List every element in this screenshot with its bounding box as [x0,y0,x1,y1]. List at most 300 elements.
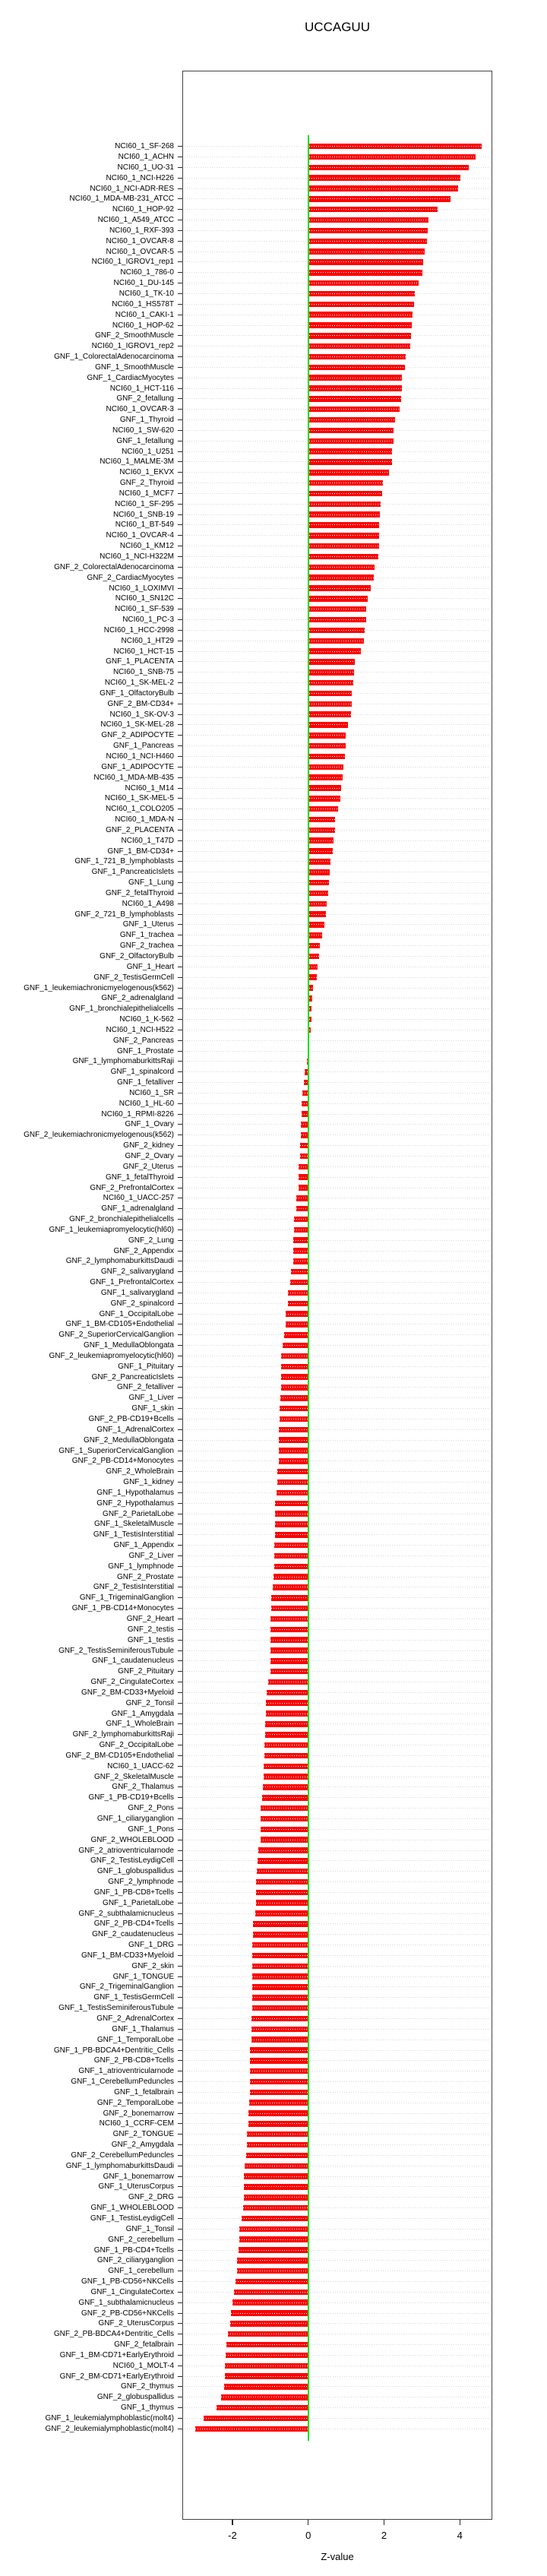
row-label: NCI60_1_HL-60 [119,1099,174,1108]
bar-grid-dots [309,882,329,883]
row-label: GNF_2_fetallung [116,394,174,403]
y-axis-tick [178,230,182,231]
row-label: GNF_1_Prostate [116,1046,174,1055]
bar [309,828,335,834]
row-label: NCI60_1_SW-620 [112,426,174,435]
bar-grid-dots [256,1881,308,1882]
bar [264,1774,308,1780]
bar [231,2310,308,2316]
bar-grid-dots [274,1555,308,1556]
row-label: NCI60_1_NCI-H522 [106,1025,174,1034]
bar [309,974,317,980]
bar-grid-dots [293,1251,308,1252]
bar [261,1837,308,1843]
row-label: GNF_1_OccipitalLobe [99,1309,174,1318]
row-label: GNF_2_Ovary [125,1151,174,1160]
row-label: GNF_1_ciliaryganglion [96,1814,174,1823]
bar-grid-dots [251,2029,308,2030]
bar-grid-dots [257,1871,308,1872]
row-label: NCI60_1_MDA-MB-231_ATCC [69,195,174,204]
bar-grid-dots [309,924,324,925]
bar-grid-dots [280,1408,308,1409]
row-label: NCI60_1_SK-OV-3 [109,710,174,719]
y-axis-tick [178,1040,182,1041]
row-label: GNF_2_MedullaOblongata [84,1435,174,1445]
bar-grid-dots [296,1208,308,1209]
bar [309,669,354,676]
row-label: GNF_1_fetalbrain [114,2087,174,2097]
bar [258,1847,308,1853]
bar-grid-dots [309,588,371,589]
x-axis-label: Z-value [321,2551,354,2562]
bar [245,2163,308,2169]
bar [255,1910,308,1916]
bar-grid-dots [250,2081,308,2082]
bar-grid-dots [309,1008,311,1009]
y-axis-tick [178,2134,182,2135]
row-label: NCI60_1_TK-10 [119,289,174,298]
bar-grid-dots [264,1755,308,1756]
row-label: GNF_1_ADIPOCYTE [101,762,174,771]
row-label: GNF_1_trachea [119,931,174,940]
x-axis-tick-label: 2 [381,2530,387,2541]
bar-grid-dots [309,419,396,420]
row-label: GNF_2_TestisSeminiferousTubule [58,1646,174,1655]
bar-grid-dots [270,1650,308,1651]
bar [252,1995,308,2001]
bar [296,1206,308,1212]
bar [250,2068,308,2074]
row-label: GNF_1_TestisLeydigCell [90,2214,174,2223]
bar [248,2121,308,2127]
y-axis-tick [178,1818,182,1819]
bar-grid-dots [267,1692,308,1693]
bar-grid-dots [248,2113,308,2114]
row-label: NCI60_1_MDA-MB-435 [93,773,174,782]
grid-line [185,1703,491,1704]
row-label: GNF_1_Ovary [125,1120,174,1129]
bar [309,964,318,970]
bar [309,1017,311,1023]
bar [252,1984,308,1990]
row-label: GNF_1_fetalThyroid [105,1172,174,1182]
row-label: GNF_1_AdrenalCortex [96,1425,174,1434]
row-label: GNF_1_Uterus [122,920,174,929]
bar [247,2142,308,2148]
grid-line [185,2155,491,2156]
bar [239,2247,308,2253]
bar [309,491,382,497]
y-axis-tick [178,1208,182,1209]
bar [309,165,470,171]
chart-title: UCCAGUU [305,20,370,34]
bar [288,1290,308,1296]
row-label: GNF_1_UterusCorpus [98,2182,174,2191]
row-label: NCI60_1_SF-268 [115,142,174,151]
y-axis-tick [178,1240,182,1241]
row-label: NCI60_1_M14 [125,783,174,793]
row-label: GNF_2_Amygdala [111,2141,174,2150]
y-axis-tick [178,1271,182,1272]
bar-grid-dots [253,1934,308,1935]
grid-line [185,1892,491,1893]
row-label: NCI60_1_SK-MEL-2 [104,679,174,688]
bar-grid-dots [309,851,333,852]
grid-line [185,1408,491,1409]
row-label: GNF_2_leukemiapromyelocytic(hl60) [49,1351,174,1360]
grid-line [185,1345,491,1346]
bar [261,1816,308,1822]
row-label: GNF_2_caudatenucleus [92,1930,174,1939]
bar-grid-dots [309,977,317,978]
bar [309,428,394,434]
y-axis-tick [178,756,182,757]
y-axis-tick [178,293,182,294]
row-label: GNF_1_subthalamicnucleus [78,2298,174,2307]
row-label: NCI60_1_UACC-257 [103,1194,174,1203]
bar-grid-dots [279,1460,308,1461]
y-axis-tick [178,1219,182,1220]
row-label: GNF_2_thymus [120,2382,174,2391]
y-axis-tick [178,1061,182,1062]
bar [251,2016,308,2022]
y-axis-tick [178,2155,182,2156]
bar-grid-dots [244,2176,308,2177]
y-axis-tick [178,335,182,336]
bar-grid-dots [309,819,335,820]
bar [239,2236,308,2242]
row-label: NCI60_1_UACC-62 [107,1761,174,1771]
row-label: GNF_1_BM-CD105+Endothelial [65,1320,174,1329]
y-axis-tick [178,1797,182,1798]
bar-grid-dots [309,798,340,799]
y-axis-tick [178,2260,182,2261]
bar [275,1501,308,1507]
bar [242,2216,308,2222]
y-axis-tick [178,1397,182,1398]
y-axis-tick [178,2081,182,2082]
y-axis-tick [178,2176,182,2177]
y-axis-tick [178,556,182,557]
row-label: NCI60_1_HCC-2998 [103,625,174,635]
bar [267,1690,308,1696]
bar [263,1784,308,1790]
bar [309,533,379,539]
bar-grid-dots [230,2323,308,2324]
x-axis-tick-label: -2 [228,2530,237,2541]
bar [309,207,438,213]
bar-grid-dots [309,146,482,147]
y-axis-tick [178,1071,182,1072]
bar-grid-dots [270,1660,308,1661]
row-label: GNF_2_Thyroid [119,479,174,488]
row-label: GNF_2_ciliaryganglion [96,2256,174,2265]
bar-grid-dots [293,1240,308,1241]
bar [264,1753,308,1759]
bar [293,1248,308,1254]
y-axis-tick [178,1566,182,1567]
bar-grid-dots [246,2155,308,2156]
bar-grid-dots [309,745,346,746]
y-axis-tick [178,956,182,957]
y-axis-tick [178,2407,182,2408]
y-axis-tick [178,1913,182,1914]
y-axis-tick [178,472,182,473]
row-label: NCI60_1_A498 [122,899,174,908]
bar-grid-dots [270,1671,308,1672]
bar-grid-dots [291,1271,308,1272]
row-label: NCI60_1_LOXIMVI [109,584,174,593]
grid-line [185,1366,491,1367]
y-axis-tick [178,346,182,347]
grid-line [185,1334,491,1335]
row-label: GNF_2_salivarygland [100,1267,174,1277]
bar [224,2384,308,2390]
grid-line [185,1061,491,1062]
y-axis-tick [178,430,182,431]
row-label: GNF_2_TemporalLobe [96,2098,174,2107]
bar-grid-dots [309,261,423,262]
grid-line [185,2050,491,2051]
y-axis-tick [178,2250,182,2251]
row-label: NCI60_1_SK-MEL-5 [104,794,174,803]
bar [309,901,327,907]
row-label: GNF_1_BM-CD33+Myeloid [81,1951,174,1960]
grid-line [185,1397,491,1398]
y-axis-tick [178,1471,182,1472]
bar [309,375,403,381]
bar-grid-dots [309,388,402,389]
row-label: GNF_1_PancreaticIslets [91,868,174,877]
bar [258,1858,308,1864]
bar [309,648,361,654]
y-axis-tick [178,1314,182,1315]
bar [252,1964,308,1970]
bar-grid-dots [309,556,378,557]
grid-line [185,1208,491,1209]
row-label: NCI60_1_NCI-H460 [106,752,174,761]
bar [294,1227,308,1233]
row-label: NCI60_1_HT29 [121,636,174,645]
bar-grid-dots [274,1577,308,1578]
y-axis-tick [178,167,182,168]
bar [279,1458,308,1464]
bar-grid-dots [231,2313,308,2314]
grid-line [185,1219,491,1220]
y-axis-tick [178,2144,182,2145]
grid-line [185,1608,491,1609]
bar [309,743,346,749]
y-axis-tick [178,1703,182,1704]
row-label: GNF_1_MedullaOblongata [84,1341,174,1350]
bar-grid-dots [309,756,345,757]
y-axis-tick [178,1871,182,1872]
grid-line [185,1166,491,1167]
bar-grid-dots [309,861,330,862]
bar [256,1900,308,1906]
y-axis-tick [178,914,182,915]
bar [286,1321,308,1328]
grid-line [185,1482,491,1483]
grid-line [185,2197,491,2198]
row-label: GNF_1_bonemarrow [103,2172,174,2181]
y-axis-tick [178,714,182,715]
row-label: GNF_1_lymphomaburkittsDaudi [65,2161,174,2170]
y-axis-tick [178,2418,182,2419]
y-axis-tick [178,588,182,589]
bar [271,1595,308,1601]
y-axis-tick [178,1103,182,1104]
y-axis-tick [178,2281,182,2282]
row-label: NCI60_1_IGROV1_rep2 [91,342,174,351]
grid-line [185,1019,491,1020]
row-label: GNF_2_subthalamicnucleus [78,1909,174,1918]
y-axis-tick [178,945,182,946]
row-label: GNF_2_BM-CD105+Endothelial [65,1751,174,1760]
bar-grid-dots [309,988,313,989]
y-axis-tick [178,2376,182,2377]
bar-grid-dots [256,1903,308,1904]
bar-grid-dots [247,2134,308,2135]
row-label: GNF_2_PB-CD19+Bcells [88,1415,174,1424]
bar [281,1385,308,1391]
bar-grid-dots [244,2197,308,2198]
bar-grid-dots [253,1923,308,1924]
row-label: NCI60_1_PC-3 [122,616,174,625]
y-axis-tick [178,1534,182,1535]
grid-line [185,893,491,894]
bar [309,764,343,771]
y-axis-tick [178,398,182,399]
y-axis-tick [178,1177,182,1178]
row-label: GNF_2_TestisGermCell [93,973,174,982]
bar-grid-dots [280,1397,308,1398]
y-axis-tick [178,1008,182,1009]
row-label: GNF_1_BM-CD34+ [107,847,174,856]
row-label: NCI60_1_NCI-H322M [100,552,174,562]
y-axis-tick [178,2060,182,2061]
bar [265,1721,308,1727]
y-axis-tick [178,1997,182,1998]
bar [309,891,328,897]
bar [309,574,374,581]
grid-line [185,1640,491,1641]
grid-line [185,830,491,831]
y-axis-tick [178,619,182,620]
grid-line [185,2239,491,2240]
bar [270,1658,308,1664]
row-label: GNF_1_BM-CD71+EarlyErythroid [59,2350,174,2359]
grid-line [185,1671,491,1672]
y-axis-tick [178,367,182,368]
row-label: GNF_1_CingulateCortex [90,2287,174,2296]
bar [309,869,330,875]
row-label: NCI60_1_RPMI-8226 [101,1109,174,1119]
bar-grid-dots [252,1976,308,1977]
bar-grid-dots [309,661,355,662]
y-axis-tick [178,893,182,894]
bar-grid-dots [309,788,341,789]
grid-line [185,1429,491,1430]
grid-line [185,1976,491,1977]
bar-grid-dots [271,1597,308,1598]
row-label: GNF_2_TrigeminalGanglion [79,1983,174,1992]
grid-line [185,2113,491,2114]
row-label: GNF_1_PrefrontalCortex [90,1278,174,1287]
bar [280,1416,308,1422]
bar [257,1869,308,1875]
bar [309,502,381,508]
grid-line [185,1850,491,1851]
grid-line [185,840,491,841]
bar [309,196,451,202]
bar [204,2416,308,2422]
grid-line [185,2281,491,2282]
y-axis-tick [178,1482,182,1483]
bar-grid-dots [294,1219,308,1220]
bar [309,806,338,812]
bar-grid-dots [309,230,428,231]
x-axis-tick [384,2520,385,2525]
grid-line [185,1808,491,1809]
grid-line [185,1271,491,1272]
row-label: GNF_1_fetallung [116,436,174,445]
row-label: GNF_1_globuspallidus [96,1867,174,1876]
bar [195,2426,308,2432]
grid-line [185,1071,491,1072]
bar-grid-dots [232,2302,308,2303]
row-label: NCI60_1_NCI-ADR-RES [90,184,174,193]
row-label: GNF_1_TestisGermCell [93,1993,174,2002]
row-label: GNF_1_Pons [128,1824,174,1834]
bar-grid-dots [309,178,460,179]
grid-line [185,1314,491,1315]
grid-line [185,1577,491,1578]
grid-line [185,1240,491,1241]
row-label: GNF_2_Lung [128,1236,174,1245]
row-label: GNF_2_PB-CD4+Tcells [93,1919,174,1929]
bar-grid-dots [309,535,379,536]
y-axis-tick [178,1545,182,1546]
bar [309,407,400,413]
row-label: GNF_2_UterusCorpus [98,2319,174,2328]
grid-line [185,861,491,862]
row-label: NCI60_1_MDA-N [115,815,174,824]
y-axis-tick [178,682,182,683]
row-label: GNF_2_CerebellumPeduncles [71,2150,174,2160]
y-axis-tick [178,2113,182,2114]
bar-grid-dots [261,1818,308,1819]
grid-line [185,2123,491,2124]
bar [309,796,340,802]
bar-grid-dots [226,2344,308,2345]
y-axis-tick [178,2123,182,2124]
y-axis-tick [178,356,182,357]
bar [261,1827,308,1833]
bar [283,1343,308,1349]
bar [309,438,394,445]
row-label: GNF_2_fetalliver [116,1383,174,1392]
grid-line [185,1566,491,1567]
y-axis-tick [178,1723,182,1724]
bar [309,522,379,528]
bar [226,2342,308,2348]
row-label: NCI60_1_K-562 [119,1015,174,1024]
y-axis-tick [178,535,182,536]
bar-grid-dots [309,504,381,505]
y-axis-tick [178,1460,182,1461]
bar [226,2353,308,2359]
